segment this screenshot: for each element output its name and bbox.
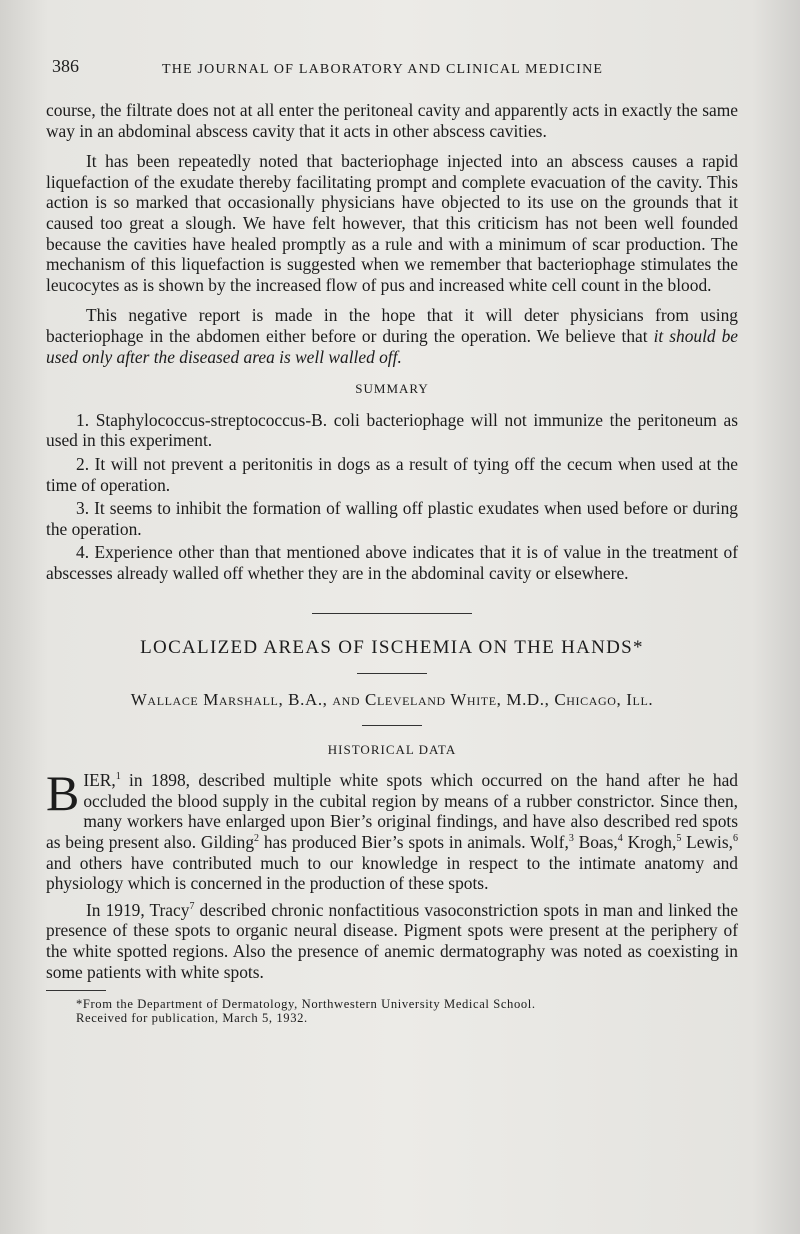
tracy-text-b: described chronic nonfactitious vasoconstriction spots in man and linked the presence of these spots to organic neural disease. Pigment spots were present at the periphery of the white spotted regions. Also the presence of anemic dermatography was noted as coexisting in some patients with white spots.	[46, 899, 738, 982]
hist-text-b: in 1898, described multiple white spots which occurred on the hand after he had occluded the blood supply in the cubital region by means of a rubber constrictor. Since then, many workers have enlarged upon Bier’s original findings, and have also described red spots as being present also. Gilding	[46, 770, 738, 853]
footnote-rule	[46, 990, 106, 991]
ref-7: 7	[189, 901, 195, 913]
drop-cap: B	[46, 765, 80, 822]
page-number: 386	[52, 56, 79, 76]
ref-5: 5	[676, 833, 682, 845]
ref-2: 2	[254, 833, 260, 845]
negative-report-text: This negative report is made in the hope that it will deter physicians from using bacteriophage in the abdomen either before or during the operation. We believe that	[46, 305, 738, 346]
historical-data-heading: HISTORICAL DATA	[327, 741, 457, 757]
summary-heading: SUMMARY	[355, 381, 429, 397]
running-head	[52, 56, 742, 82]
summary-item-4: 4. Experience other than that mentioned above indicates that it is of value in the treatment of abscesses already walled off whether they are in the abdominal cavity or elsewhere.	[46, 542, 738, 583]
section-divider	[312, 613, 472, 614]
paragraph-liquefaction: It has been repeatedly noted that bacteriophage injected into an abscess causes a rapid liquefaction of the exudate thereby facilitating prompt and complete evacuation of the cavity. This action is so marked that occasionally physicians have objected to its use on the grounds that it caused too great a slough. We have felt however, that this criticism has not been well founded because the cavities have healed promptly as a rule and with a minimum of scar production. The mechanism of this liquefaction is suggested when we remember that bacteriophage stimulates the leucocytes as is shown by the increased flow of pus and increased white cell count in the blood.	[46, 151, 738, 295]
hist-text-f: Lewis,	[681, 832, 734, 853]
hist-text-a: IER,	[83, 770, 116, 791]
hist-text-d: Boas,	[573, 832, 618, 853]
authors-divider	[362, 725, 422, 726]
paragraph-negative-report	[46, 305, 738, 367]
ref-6: 6	[733, 833, 739, 845]
paragraph-continuation: course, the filtrate does not at all enter the peritoneal cavity and apparently acts in exactly the same way in an abdominal abscess cavity that it acts in other abscess cavities.	[46, 100, 738, 141]
journal-title: THE JOURNAL OF LABORATORY AND CLINICAL MEDICINE	[162, 62, 604, 77]
ref-1: 1	[115, 771, 121, 783]
paragraph-historical-bier	[46, 765, 739, 894]
paragraph-historical-tracy	[46, 900, 738, 982]
negative-report-italic: it should be used only after the diseased area is well walled off.	[46, 325, 739, 367]
footnote-received: Received for publication, March 5, 1932.	[76, 1011, 308, 1026]
summary-item-2: 2. It will not prevent a peritonitis in dogs as a result of tying off the cecum when used at the time of operation.	[46, 453, 738, 495]
article-title-text: LOCALIZED AREAS OF ISCHEMIA ON THE HANDS	[140, 637, 634, 659]
article-title	[46, 638, 738, 659]
hist-text-e: Krogh,	[622, 832, 677, 853]
article-authors: Wallace Marshall, B.A., and Cleveland White, M.D., Chicago, Ill.	[130, 690, 654, 710]
title-divider	[357, 673, 427, 674]
ref-3: 3	[568, 833, 574, 845]
tracy-text-a: In 1919, Tracy	[86, 899, 190, 920]
hist-text-c: has produced Bier’s spots in animals. Wolf,	[259, 832, 569, 853]
summary-item-3: 3. It seems to inhibit the formation of walling off plastic exudates when used before or during the operation.	[46, 498, 738, 539]
hist-text-g: and others have contributed much to our knowledge in respect to the intimate anatomy and physiology which is concerned in the production of these spots.	[46, 852, 738, 894]
summary-item-1: 1. Staphylococcus-streptococcus-B. coli bacteriophage will not immunize the peritoneum as used in this experiment.	[46, 409, 738, 451]
article-title-footnote-mark: *	[633, 637, 644, 659]
footnote-affiliation: *From the Department of Dermatology, Northwestern University Medical School.	[76, 997, 536, 1012]
ref-4: 4	[617, 833, 623, 845]
page-body	[46, 100, 738, 1025]
